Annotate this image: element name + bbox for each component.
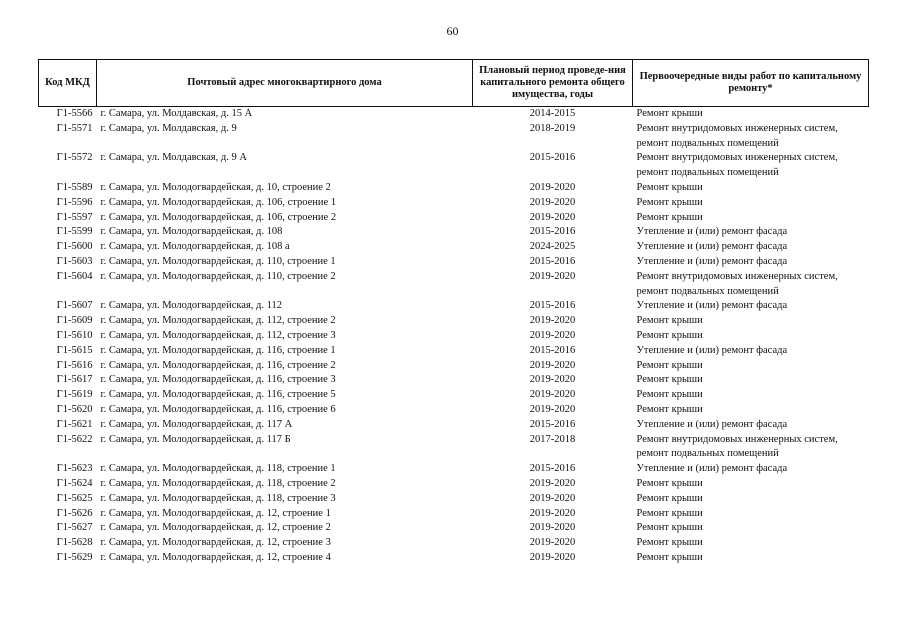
cell-works [633,492,869,507]
works-line: Ремонт крыши [636,477,703,489]
cell-code: Г1-5627 [56,522,93,534]
table-row [39,507,869,522]
cell-works [633,418,869,433]
cell-code: Г1-5604 [56,270,93,282]
cell-period: 2015-2016 [529,226,576,238]
cell-period: 2015-2016 [529,152,576,164]
cell-address: г. Самара, ул. Молодогвардейская, д. 112 [100,300,282,312]
cell-works [633,181,869,196]
cell-period: 2019-2020 [529,315,576,327]
cell-period: 2019-2020 [529,329,576,341]
works-line: Утепление и (или) ремонт фасада [636,300,788,312]
table-row [39,492,869,507]
cell-address: г. Самара, ул. Молодогвардейская, д. 108 [100,226,283,238]
table-row [39,255,869,270]
works-line: Ремонт крыши [636,211,703,223]
table-row [39,122,869,152]
works-line: Ремонт крыши [636,374,703,386]
cell-code: Г1-5599 [56,226,93,238]
header-address: Почтовый адрес многоквартирного дома [97,60,473,107]
cell-works [633,240,869,255]
cell-period: 2019-2020 [529,389,576,401]
cell-address: г. Самара, ул. Молодогвардейская, д. 118, строение 2 [100,477,336,489]
cell-code: Г1-5597 [56,211,93,223]
works-line: Ремонт крыши [636,537,703,549]
table-row [39,151,869,181]
cell-works [633,462,869,477]
cell-works [633,211,869,226]
cell-code: Г1-5609 [56,315,93,327]
cell-address: г. Самара, ул. Молодогвардейская, д. 116, строение 2 [100,359,336,371]
cell-period: 2017-2018 [529,433,576,445]
works-line: Ремонт крыши [636,507,703,519]
cell-address: г. Самара, ул. Молодогвардейская, д. 116, строение 3 [100,374,336,386]
capital-repair-table [38,59,869,566]
table-row [39,181,869,196]
cell-works [633,551,869,566]
cell-works [633,507,869,522]
cell-code: Г1-5607 [56,300,93,312]
cell-code: Г1-5610 [56,329,93,341]
cell-address: г. Самара, ул. Молодогвардейская, д. 12, строение 4 [100,551,331,563]
cell-address: г. Самара, ул. Молодогвардейская, д. 110, строение 1 [100,255,336,267]
cell-code: Г1-5628 [56,537,93,549]
cell-period: 2024-2025 [529,241,576,253]
table-row [39,373,869,388]
table-row [39,107,869,122]
works-line: Ремонт крыши [636,359,703,371]
table-row [39,344,869,359]
works-line: Ремонт крыши [636,389,703,401]
cell-period: 2019-2020 [529,551,576,563]
cell-code: Г1-5589 [56,181,93,193]
cell-address: г. Самара, ул. Молдавская, д. 9 [100,122,237,134]
cell-address: г. Самара, ул. Молодогвардейская, д. 12, строение 1 [100,507,331,519]
table-row [39,536,869,551]
cell-period: 2019-2020 [529,522,576,534]
cell-period: 2015-2016 [529,344,576,356]
header-row [39,60,869,107]
works-line: Ремонт внутридомовых инженерных систем, [636,270,838,282]
cell-works [633,107,869,122]
cell-address: г. Самара, ул. Молдавская, д. 9 А [100,152,247,164]
cell-works [633,151,869,181]
cell-works [633,329,869,344]
table-row [39,314,869,329]
works-line: Ремонт крыши [636,492,703,504]
table-row [39,403,869,418]
table-row [39,418,869,433]
cell-works [633,403,869,418]
cell-code: Г1-5626 [56,507,93,519]
cell-code: Г1-5622 [56,433,93,445]
cell-address: г. Самара, ул. Молодогвардейская, д. 116, строение 6 [100,403,336,415]
works-line: Ремонт крыши [636,522,703,534]
cell-works [633,536,869,551]
cell-address: г. Самара, ул. Молодогвардейская, д. 12, строение 2 [100,522,331,534]
cell-code: Г1-5603 [56,255,93,267]
cell-code: Г1-5615 [56,344,93,356]
cell-period: 2015-2016 [529,463,576,475]
works-line: Ремонт крыши [636,196,703,208]
cell-works [633,521,869,536]
cell-works [633,255,869,270]
cell-code: Г1-5629 [56,551,93,563]
works-line: ремонт подвальных помещений [636,285,779,297]
cell-code: Г1-5566 [56,108,93,119]
cell-period: 2019-2020 [529,181,576,193]
works-line: Утепление и (или) ремонт фасада [636,241,788,253]
cell-code: Г1-5620 [56,403,93,415]
cell-address: г. Самара, ул. Молодогвардейская, д. 117 Б [100,433,291,445]
table-row [39,240,869,255]
works-line: Утепление и (или) ремонт фасада [636,463,788,475]
table-row [39,196,869,211]
cell-address: г. Самара, ул. Молодогвардейская, д. 116, строение 5 [100,389,336,401]
cell-period: 2015-2016 [529,418,576,430]
cell-address: г. Самара, ул. Молодогвардейская, д. 116, строение 1 [100,344,336,356]
cell-period: 2019-2020 [529,374,576,386]
works-line: Ремонт внутридомовых инженерных систем, [636,122,838,134]
cell-period: 2019-2020 [529,403,576,415]
table-row [39,551,869,566]
cell-period: 2018-2019 [529,122,576,134]
table-row [39,299,869,314]
page-number: 60 [446,24,459,38]
cell-works [633,373,869,388]
cell-works [633,477,869,492]
table-header [39,60,869,107]
works-line: Ремонт крыши [636,181,703,193]
table-row [39,433,869,463]
cell-works [633,299,869,314]
cell-code: Г1-5619 [56,389,93,401]
cell-address: г. Самара, ул. Молодогвардейская, д. 112, строение 3 [100,329,336,341]
cell-code: Г1-5625 [56,492,93,504]
cell-works [633,344,869,359]
cell-address: г. Самара, ул. Молодогвардейская, д. 112, строение 2 [100,315,336,327]
cell-code: Г1-5616 [56,359,93,371]
cell-works [633,270,869,300]
cell-period: 2015-2016 [529,300,576,312]
works-line: Ремонт крыши [636,551,703,563]
cell-address: г. Самара, ул. Молодогвардейская, д. 118, строение 1 [100,463,336,475]
cell-code: Г1-5624 [56,477,93,489]
table-row [39,521,869,536]
table-row [39,329,869,344]
cell-works [633,433,869,463]
cell-address: г. Самара, ул. Молодогвардейская, д. 106, строение 2 [100,211,337,223]
cell-code: Г1-5571 [56,122,93,134]
cell-period: 2015-2016 [529,255,576,267]
cell-works [633,388,869,403]
cell-code: Г1-5600 [56,241,93,253]
works-line: ремонт подвальных помещений [636,167,779,179]
works-line: Ремонт крыши [636,315,703,327]
cell-address: г. Самара, ул. Молодогвардейская, д. 106, строение 1 [100,196,337,208]
cell-code: Г1-5621 [56,418,93,430]
works-line: Ремонт внутридомовых инженерных систем, [636,433,838,445]
cell-code: Г1-5572 [56,152,93,164]
cell-period: 2019-2020 [529,196,576,208]
cell-period: 2019-2020 [529,507,576,519]
cell-period: 2014-2015 [529,108,576,119]
header-works: Первоочередные виды работ по капитальному ремонту* [633,60,869,107]
header-period: Плановый период проведе-ния капитального ремонта общего имущества, годы [473,60,633,107]
table-body [39,107,869,566]
works-line: Ремонт крыши [636,108,703,119]
capital-repair-table-container [38,59,868,566]
works-line: ремонт подвальных помещений [636,137,779,149]
cell-code: Г1-5623 [56,463,93,475]
cell-period: 2019-2020 [529,270,576,282]
works-line: Ремонт внутридомовых инженерных систем, [636,152,838,164]
cell-code: Г1-5617 [56,374,93,386]
cell-address: г. Самара, ул. Молодогвардейская, д. 108 а [100,241,290,253]
cell-address: г. Самара, ул. Молодогвардейская, д. 12, строение 3 [100,537,331,549]
header-code: Код МКД [39,60,97,107]
table-row [39,225,869,240]
cell-period: 2019-2020 [529,359,576,371]
cell-address: г. Самара, ул. Молодогвардейская, д. 110, строение 2 [100,270,336,282]
table-row [39,477,869,492]
table-row [39,211,869,226]
works-line: ремонт подвальных помещений [636,448,779,460]
cell-period: 2019-2020 [529,492,576,504]
table-row [39,462,869,477]
works-line: Ремонт крыши [636,329,703,341]
cell-works [633,122,869,152]
cell-period: 2019-2020 [529,211,576,223]
table-row [39,359,869,374]
cell-works [633,359,869,374]
cell-period: 2019-2020 [529,537,576,549]
works-line: Утепление и (или) ремонт фасада [636,255,788,267]
cell-works [633,196,869,211]
works-line: Утепление и (или) ремонт фасада [636,418,788,430]
works-line: Ремонт крыши [636,403,703,415]
cell-address: г. Самара, ул. Молодогвардейская, д. 10, строение 2 [100,181,331,193]
cell-code: Г1-5596 [56,196,93,208]
cell-address: г. Самара, ул. Молодогвардейская, д. 118, строение 3 [100,492,336,504]
cell-works [633,314,869,329]
table-row [39,388,869,403]
cell-address: г. Самара, ул. Молодогвардейская, д. 117 А [100,418,293,430]
cell-address: г. Самара, ул. Молдавская, д. 15 А [100,108,253,119]
works-line: Утепление и (или) ремонт фасада [636,226,788,238]
works-line: Утепление и (или) ремонт фасада [636,344,788,356]
cell-works [633,225,869,240]
table-row [39,270,869,300]
cell-period: 2019-2020 [529,477,576,489]
